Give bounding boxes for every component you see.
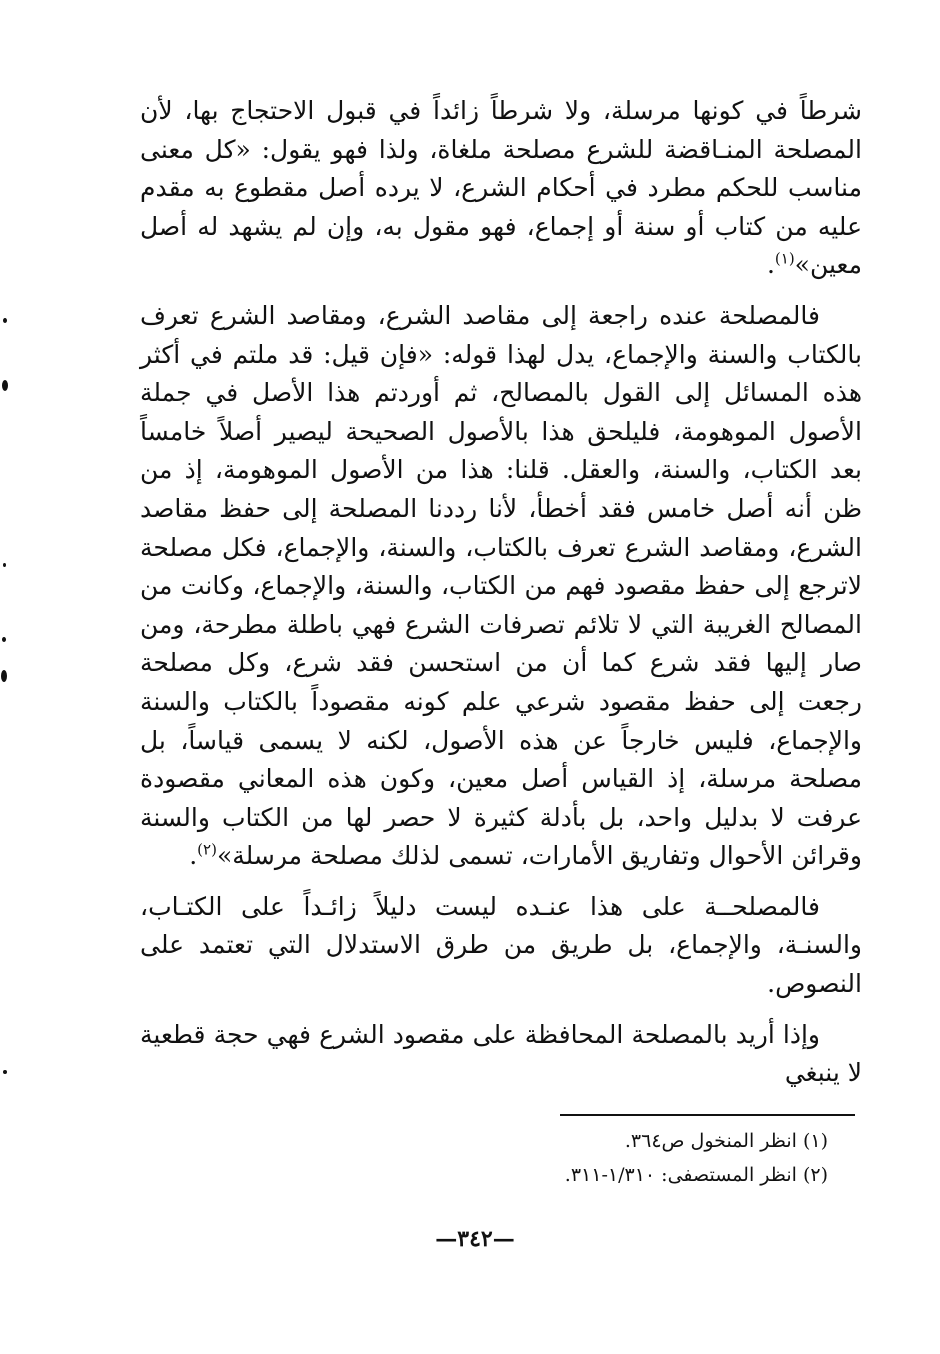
paragraph-2-end: . (189, 841, 198, 871)
paragraph-1 (140, 92, 862, 285)
paragraph-2-text: فالمصلحة عنده راجعة إلى مقاصد الشرع، ومقاصد الشرع تعرف بالكتاب والسنة والإجماع، يدل لهذا قوله: «فإن قيل: قد ملتم في أكثر هذه المسائل إلى القول بالمصالح، ثم أوردتم هذا الأصل في جملة الأصول الموهومة، فليلحق هذا بالأصول الصحيحة ليصير أصلاً خامساً بعد الكتاب، والسنة، والعقل. قلنا: هذا من الأصول الموهومة، إذ من ظن أنه أصل خامس فقد أخطأ، لأنا رددنا المصلحة إلى حفظ مقاصد الشرع، ومقاصد الشرع تعرف بالكتاب، والسنة، والإجماع، فكل مصلحة لاترجع إلى حفظ مقصود فهم من الكتاب، والسنة، والإجماع، وكانت من المصالح الغريبة التي لا تلائم تصرفات الشرع فهي باطلة مطرحة، ومن صار إليها فقد شرع كما أن من استحسن فقد شرع، وكل مصلحة رجعت إلى حفظ مقصود شرعي علم كونه مقصوداً بالكتاب والسنة والإجماع، فليس خارجاً عن هذه الأصول، لكنه لا يسمى قياساً، بل مصلحة مرسلة، إذ القياس أصل معين، وكون هذه المعاني مقصودة عرفت لا بدليل واحد، بل بأدلة كثيرة لا حصر لها من الكتاب والسنة وقرائن الأحوال وتفاريق الأمارات، تسمى لذلك مصلحة مرسلة» (140, 300, 862, 871)
paragraph-1-text: شرطاً في كونها مرسلة، ولا شرطاً زائداً في قبول الاحتجاج بها، لأن المصلحة المنـاقضة للشرع مصلحة ملغاة، ولذا فهو يقول: «كل معنى مناسب للحكم مطرد في أحكام الشرع، لا يرده أصل مقطوع به مقدم عليه من كتاب أو سنة أو إجماع، فهو مقول به، وإن لم يشهد له أصل معين» (140, 96, 863, 280)
paragraph-4-text: وإذا أريد بالمصلحة المحافظة على مقصود الشرع فهي حجة قطعية لا ينبغي (140, 1019, 862, 1088)
scan-speck (2, 637, 6, 642)
footnotes (440, 1124, 828, 1192)
footnote-1: (١) انظر المنخول ص٣٦٤. (624, 1130, 828, 1152)
paragraph-3 (140, 888, 862, 1004)
footnote-2: (٢) انظر المستصفى: ١/٣١٠-٣١١. (564, 1164, 828, 1186)
scan-speck (3, 318, 7, 323)
paragraph-1-end: . (766, 250, 775, 280)
footnote-ref-2: (٢) (197, 840, 217, 859)
paragraph-2 (140, 297, 862, 876)
scan-speck (3, 563, 6, 567)
footnote-ref-1: (١) (774, 250, 795, 269)
scan-speck (1, 670, 7, 682)
footnote-separator (560, 1114, 855, 1116)
paragraph-4 (140, 1016, 862, 1093)
paragraph-3-text: فالمصلحــة على هذا عنـده ليست دليلاً زائـداً على الكتـاب، والسنـة، والإجماع، بل طريق من طرق الاستدلال التي تعتمد على النصوص. (140, 891, 862, 999)
main-text (140, 92, 862, 1093)
scan-speck (2, 380, 8, 391)
scan-speck (3, 1070, 7, 1074)
page-number: —٣٤٢— (435, 1226, 515, 1252)
